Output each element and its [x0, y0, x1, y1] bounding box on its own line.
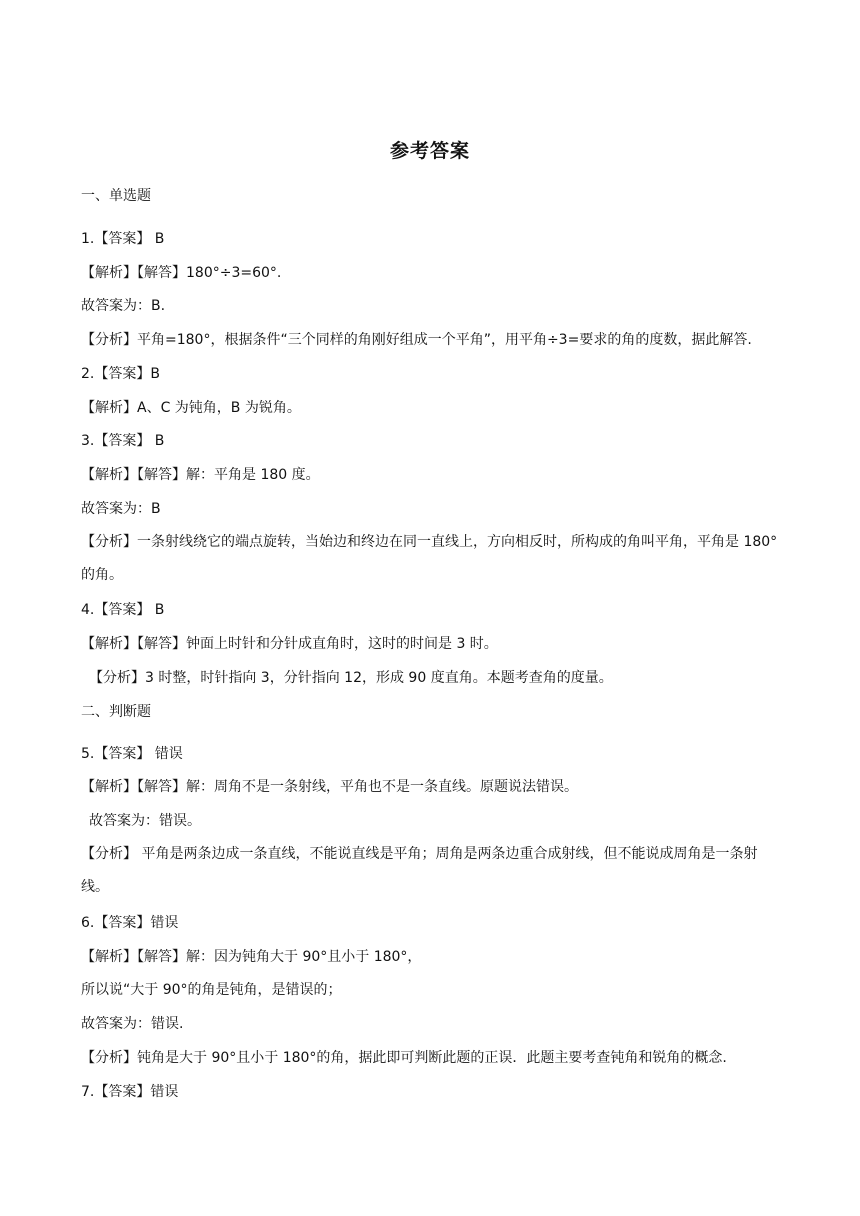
analysis-5: 【解析】【解答】解：周角不是一条射线，平角也不是一条直线。原题说法错误。 — [81, 779, 578, 795]
section-heading-true-false: 二、判断题 — [81, 704, 151, 720]
conclusion-5: 故答案为：错误。 — [89, 813, 201, 829]
explanation-5: 【分析】 平角是两条边成一条直线，不能说直线是平角；周角是两条边重合成射线，但不能说成周角是一条射线。 — [81, 846, 758, 895]
analysis-3: 【解析】【解答】解：平角是 180 度。 — [81, 467, 320, 483]
reasoning-6: 所以说“大于 90°的角是钝角，是错误的； — [81, 982, 342, 998]
analysis-1: 【解析】【解答】180°÷3=60°. — [81, 265, 282, 281]
answer-4: 4.【答案】 B — [81, 602, 165, 618]
answer-5: 5.【答案】 错误 — [81, 746, 183, 762]
answer-3: 3.【答案】 B — [81, 433, 165, 449]
section-heading-single-choice: 一、单选题 — [81, 188, 151, 204]
explanation-4: 【分析】3 时整，时针指向 3，分针指向 12，形成 90 度直角。本题考查角的度量。 — [89, 670, 613, 686]
answer-6: 6.【答案】错误 — [81, 915, 179, 931]
explanation-6: 【分析】钝角是大于 90°且小于 180°的角，据此即可判断此题的正误．此题主要考查钝角和锐角的概念. — [81, 1050, 727, 1066]
answer-7: 7.【答案】错误 — [81, 1084, 179, 1100]
analysis-4: 【解析】【解答】钟面上时针和分针成直角时，这时的时间是 3 时。 — [81, 636, 498, 652]
conclusion-3: 故答案为：B — [81, 501, 161, 517]
answer-1: 1.【答案】 B — [81, 231, 165, 247]
analysis-2: 【解析】A、C 为钝角，B 为锐角。 — [81, 400, 301, 416]
explanation-1: 【分析】平角=180°，根据条件“三个同样的角刚好组成一个平角”，用平角÷3=要求的角的度数，据此解答. — [81, 332, 752, 348]
conclusion-6: 故答案为：错误. — [81, 1016, 184, 1032]
answer-2: 2.【答案】B — [81, 366, 160, 382]
conclusion-1: 故答案为：B. — [81, 298, 166, 314]
analysis-6: 【解析】【解答】解：因为钝角大于 90°且小于 180°， — [81, 949, 422, 965]
page-title: 参考答案 — [389, 140, 470, 162]
explanation-3: 【分析】一条射线绕它的端点旋转，当始边和终边在同一直线上，方向相反时，所构成的角叫平角，平角是 180°的角。 — [81, 534, 778, 583]
